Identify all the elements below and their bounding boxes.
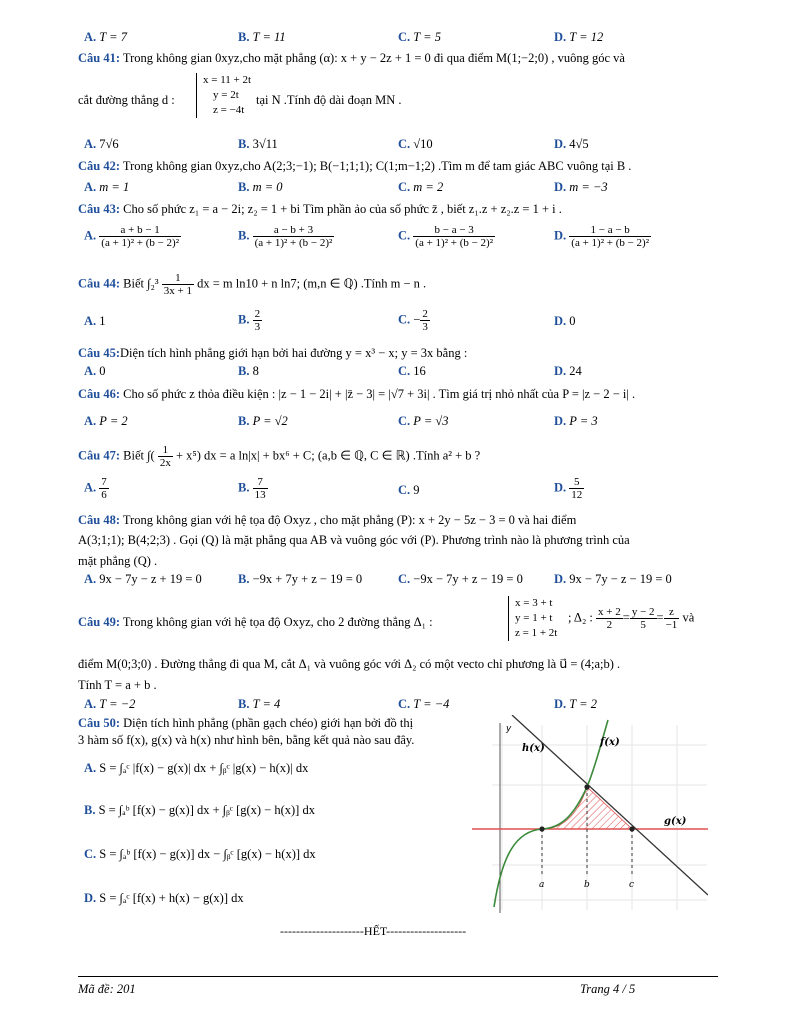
option-label: D.: [554, 572, 567, 586]
option-value: P = √3: [413, 414, 449, 428]
question-label: Câu 42:: [78, 159, 121, 173]
option-label: A.: [84, 364, 97, 378]
q46-text: [78, 386, 718, 402]
option-label: B.: [238, 228, 250, 243]
fraction: [413, 224, 495, 249]
denominator: 13: [254, 489, 266, 501]
q41-line2b: [256, 92, 656, 108]
q46-answers: [84, 414, 724, 430]
q49-answers: [84, 697, 724, 713]
option-value: m = −3: [569, 180, 608, 194]
question-text: Cho số phức z thỏa điều kiện : |z − 1 − 2i| + |z̄ − 3| = |√7 + 3i| . Tìm giá trị nhỏ nhất của P = |z − 2 − i| .: [120, 387, 636, 401]
option-value: m = 0: [252, 180, 283, 194]
option-value: P = √2: [252, 414, 288, 428]
denominator: 6: [101, 489, 107, 501]
q48-line2: [78, 532, 718, 548]
q47-text: [78, 444, 718, 469]
q50-option-c: [84, 846, 464, 862]
question-text: + x⁵) dx = a ln|x| + bx⁶ + C; (a,b ∈ ℚ, C ∈ ℝ) .Tính a² + b ?: [175, 448, 481, 463]
option-label: B.: [238, 180, 250, 194]
fraction: [664, 606, 680, 631]
option-label: D.: [554, 180, 567, 194]
question-text: dx = m ln10 + n ln7; (m,n ∈ ℚ) .Tính m − n .: [197, 276, 427, 291]
option-value: √10: [413, 137, 433, 151]
option-value: 8: [252, 364, 259, 378]
option-value: T = −4: [413, 697, 450, 711]
question-text: Biết ∫₂³: [120, 276, 159, 291]
q50-line2: [78, 732, 478, 748]
option-label: D.: [554, 480, 567, 495]
question-text: A(3;1;1); B(4;2;3) . Gọi (Q) là mặt phẳng qua AB và vuông góc với (P). Phương trình nào là phương trình của: [78, 533, 630, 547]
numerator: b − a − 3: [413, 224, 495, 237]
denominator: 3: [254, 321, 261, 333]
q50-option-b: [84, 802, 464, 818]
option-label: A.: [84, 30, 97, 44]
fraction: [596, 606, 623, 631]
tick-c: c: [629, 880, 635, 890]
numerator: a − b + 3: [253, 224, 335, 237]
question-label: Câu 48:: [78, 513, 121, 527]
option-label: D.: [554, 414, 567, 428]
option-value: 24: [569, 364, 582, 378]
denominator: 12: [571, 489, 583, 501]
option-label: C.: [398, 137, 411, 151]
option-value: T = 12: [569, 30, 604, 44]
q48-answers: [84, 572, 724, 588]
footer-divider: [78, 976, 718, 977]
numerator: 2: [254, 308, 261, 320]
denominator: 2: [606, 619, 613, 631]
question-label: Câu 41:: [78, 51, 121, 65]
option-label: C.: [398, 228, 411, 243]
option-label: B.: [238, 312, 250, 327]
denominator: 3x + 1: [163, 285, 192, 297]
equation: z = 1 + 2t: [515, 627, 558, 639]
question-label: Câu 47:: [78, 448, 121, 463]
equation: y = 1 + t: [515, 612, 553, 624]
numerator: 1: [162, 272, 194, 285]
fraction: [253, 224, 335, 249]
option-label: B.: [84, 803, 96, 817]
question-text: điểm M(0;3;0) . Đường thẳng đi qua M, cắt Δ₁ và vuông góc với Δ₂ có một vecto chỉ phương là u⃗ = (4;a;b) .: [78, 657, 621, 671]
option-value: T = −2: [99, 697, 136, 711]
option-label: C.: [398, 483, 411, 497]
question-label: Câu 43:: [78, 202, 121, 216]
option-value: 7√6: [99, 137, 119, 151]
fraction: [158, 444, 173, 469]
option-label: B.: [238, 414, 250, 428]
option-value: 0: [99, 364, 106, 378]
denominator: (a + 1)² + (b − 2)²: [101, 237, 180, 249]
q48-text: [78, 512, 718, 528]
denominator: 5: [640, 619, 646, 631]
option-value: T = 4: [252, 697, 281, 711]
option-label: D.: [554, 137, 567, 151]
question-text: Diện tích hình phẳng (phần gạch chéo) giới hạn bởi đồ thị: [120, 716, 414, 730]
equation: z = −4t: [213, 104, 245, 116]
numerator: 7: [101, 476, 107, 488]
denominator: (a + 1)² + (b − 2)²: [415, 237, 494, 249]
option-value: 1: [99, 314, 106, 328]
fraction: [569, 476, 584, 501]
q50-option-d: [84, 890, 464, 906]
numerator: 5: [569, 476, 584, 489]
numerator: z: [664, 606, 680, 619]
numerator: 2: [422, 308, 428, 320]
option-label: A.: [84, 314, 97, 328]
option-label: D.: [554, 30, 567, 44]
option-value: m = 1: [99, 180, 130, 194]
equation: y = 2t: [213, 89, 239, 101]
q49-system: [508, 596, 557, 641]
q45-answers: [84, 364, 724, 380]
end-marker: ---------------------HẾT--------------------: [280, 924, 467, 938]
q47-answers: [84, 476, 724, 506]
question-text: cắt đường thẳng d :: [78, 93, 175, 107]
option-label: D.: [554, 697, 567, 711]
option-value: −9x + 7y + z − 19 = 0: [252, 572, 363, 586]
option-value: T = 11: [252, 30, 286, 44]
page-number: Trang 4 / 5: [580, 982, 636, 996]
option-value: P = 2: [99, 414, 128, 428]
point-a: [539, 826, 544, 831]
q42-answers: [84, 180, 724, 196]
fraction: [99, 224, 181, 249]
tick-b: b: [584, 880, 590, 890]
q41-system: [196, 73, 251, 118]
option-value: 0: [569, 314, 576, 328]
option-label: A.: [84, 572, 97, 586]
question-label: Câu 44:: [78, 276, 121, 291]
option-label: C.: [84, 847, 97, 861]
q49-line3: [78, 677, 718, 693]
question-text: tại N .Tính độ dài đoạn MN .: [256, 93, 402, 107]
option-label: B.: [238, 480, 250, 495]
question-text: Trong không gian với hệ tọa độ Oxyz , cho mặt phẳng (P): x + 2y − 5z − 3 = 0 và hai điểm: [120, 513, 577, 527]
fraction: [253, 476, 268, 501]
q44-text: [78, 272, 718, 297]
question-label: Câu 45:: [78, 346, 121, 360]
q43-answers: [84, 224, 724, 254]
option-value: 9x − 7y − z − 19 = 0: [569, 572, 672, 586]
denominator: 2x: [159, 457, 171, 469]
option-value: S = ∫ₐᵇ [f(x) − g(x)] dx + ∫ᵦᶜ [g(x) − h(x)] dx: [98, 803, 315, 817]
question-label: Câu 50:: [78, 716, 121, 730]
option-value: S = ∫ₐᶜ [f(x) + h(x) − g(x)] dx: [99, 891, 244, 905]
q48-line3: [78, 553, 718, 569]
option-label: A.: [84, 228, 97, 243]
question-text: Diện tích hình phẳng giới hạn bởi hai đường y = x³ − x; y = 3x bằng :: [120, 346, 468, 360]
option-label: D.: [84, 891, 97, 905]
fraction: [99, 476, 109, 501]
question-text: Biết ∫(: [120, 448, 155, 463]
option-label: A.: [84, 761, 97, 775]
minus-sign: −: [413, 312, 421, 327]
option-label: D.: [554, 228, 567, 243]
option-value: 4√5: [569, 137, 589, 151]
q44-answers: [84, 308, 724, 338]
question-text: Tính T = a + b .: [78, 678, 157, 692]
f-label: f(x): [600, 737, 620, 748]
option-label: A.: [84, 414, 97, 428]
question-text: Cho số phức z₁ = a − 2i; z₂ = 1 + bi Tìm phần ảo của số phức z̄ , biết z₁.z + z₂.z = 1 + i .: [120, 202, 562, 216]
option-value: S = ∫ₐᶜ |f(x) − g(x)| dx + ∫ᵦᶜ |g(x) − h(x)| dx: [99, 761, 309, 775]
option-value: T = 2: [569, 697, 597, 711]
denominator: −1: [665, 619, 678, 631]
fraction: [420, 308, 430, 333]
question-text: ; Δ₂ :: [568, 610, 593, 625]
option-value: 3√11: [252, 137, 278, 151]
numerator: a + b − 1: [99, 224, 181, 237]
q43-text: [78, 201, 718, 217]
numerator: y − 2: [631, 606, 655, 618]
option-label: A.: [84, 180, 97, 194]
q49-delta2: ; Δ₂ : $\frac{x + 2}{2}$ = $\frac{y - 2}{5}$ = $\frac{z}{-1}$ và: [568, 606, 695, 631]
option-label: B.: [238, 137, 250, 151]
option-label: C.: [398, 312, 411, 327]
option-label: A.: [84, 697, 97, 711]
option-label: D.: [554, 314, 567, 328]
q42-text: [78, 158, 718, 174]
fraction: [630, 606, 657, 631]
q45-text: [78, 345, 718, 361]
denominator: 3: [422, 321, 428, 333]
fraction: [253, 308, 263, 333]
option-value: T = 7: [99, 30, 127, 44]
q49-line2: [78, 656, 718, 672]
point-b: [584, 784, 589, 789]
option-label: B.: [238, 30, 250, 44]
option-value: 9x − 7y − z + 19 = 0: [99, 572, 202, 586]
q40-answers: [84, 30, 724, 46]
question-label: Câu 49:: [78, 615, 121, 629]
question-text: và: [682, 610, 695, 625]
question-text: Trong không gian 0xyz,cho mặt phẳng (α): x + y − 2z + 1 = 0 đi qua điểm M(1;−2;0) , vuông góc và: [120, 51, 625, 65]
numerator: 1: [158, 444, 173, 457]
option-label: C.: [398, 697, 411, 711]
equation: x = 11 + 2t: [203, 74, 252, 86]
h-label: h(x): [522, 743, 545, 754]
option-value: 16: [413, 364, 426, 378]
option-label: C.: [398, 414, 411, 428]
option-label: A.: [84, 480, 97, 495]
numerator: x + 2: [598, 606, 621, 618]
option-label: C.: [398, 572, 411, 586]
option-value: P = 3: [569, 414, 598, 428]
option-label: C.: [398, 180, 411, 194]
q41-text: [78, 50, 718, 66]
question-text: Trong không gian với hệ tọa độ Oxyz, cho 2 đường thẳng Δ₁ :: [120, 615, 433, 629]
option-label: B.: [238, 364, 250, 378]
option-value: T = 5: [413, 30, 441, 44]
numerator: 1 − a − b: [569, 224, 651, 237]
point-c: [629, 826, 634, 831]
fraction: [569, 224, 651, 249]
option-value: 9: [413, 483, 420, 497]
option-value: m = 2: [413, 180, 444, 194]
function-graph: [472, 715, 708, 915]
option-label: B.: [238, 697, 250, 711]
tick-a: a: [539, 880, 545, 890]
y-axis-label: y: [506, 724, 512, 734]
option-value: −9x − 7y + z − 19 = 0: [413, 572, 523, 586]
question-text: Trong không gian 0xyz,cho A(2;3;−1); B(−1;1;1); C(1;m−1;2) .Tìm m để tam giác ABC vuông tại B .: [120, 159, 632, 173]
q50-option-a: [84, 760, 464, 776]
option-label: C.: [398, 364, 411, 378]
option-label: B.: [238, 572, 250, 586]
option-value: S = ∫ₐᵇ [f(x) − g(x)] dx − ∫ᵦᶜ [g(x) − h(x)] dx: [99, 847, 316, 861]
equation: x = 3 + t: [515, 597, 553, 609]
option-label: D.: [554, 364, 567, 378]
denominator: (a + 1)² + (b − 2)²: [254, 237, 333, 249]
option-label: C.: [398, 30, 411, 44]
fraction: [162, 272, 194, 297]
denominator: (a + 1)² + (b − 2)²: [571, 237, 650, 249]
q50-text: [78, 715, 478, 731]
numerator: 7: [253, 476, 268, 489]
q41-answers: [84, 137, 724, 153]
question-text: 3 hàm số f(x), g(x) và h(x) như hình bên, bằng kết quả nào sau đây.: [78, 733, 415, 747]
question-label: Câu 46:: [78, 387, 121, 401]
question-text: mặt phẳng (Q) .: [78, 554, 158, 568]
g-label: g(x): [664, 816, 687, 827]
dashed-guides: [542, 787, 632, 875]
option-label: A.: [84, 137, 97, 151]
exam-code: Mã đề: 201: [78, 982, 136, 996]
